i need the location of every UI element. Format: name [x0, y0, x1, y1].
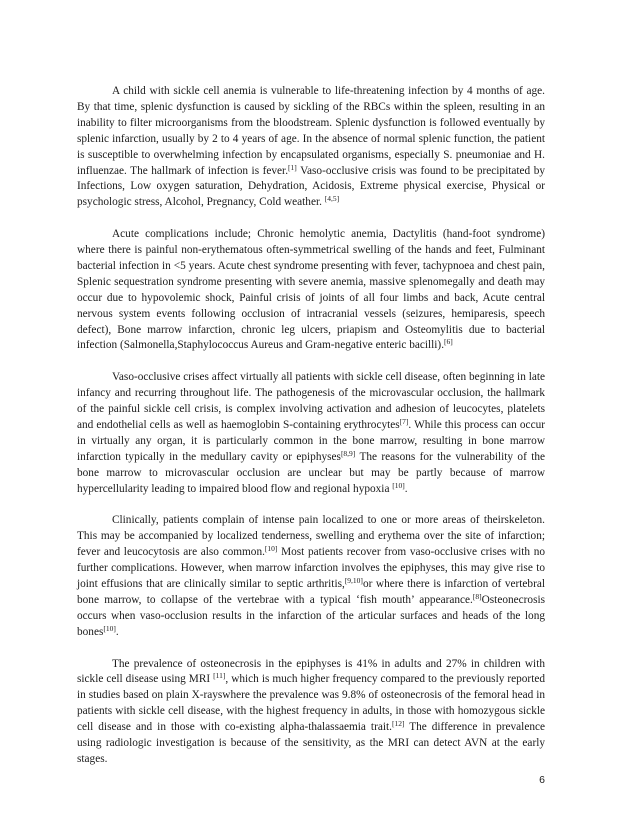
citation: [4,5]: [324, 194, 340, 204]
citation: [6]: [444, 337, 453, 347]
citation: [7]: [399, 417, 409, 426]
citation: [8]: [472, 591, 482, 601]
page-number: 6: [539, 774, 545, 786]
citation: [9,10]: [344, 576, 363, 586]
paragraph-vaso-occlusive-crises: Vaso-occlusive crises affect virtually all patients with sickle cell disease, often beginning in late infancy and recurring throughout life. The pathogenesis of the microvascular occlusion, the hallmark of the painful sickle cell crisis, is complex involving activation and adhesion of leucocytes, platelets and endothelial cells as well as haemoglobin S-containing erythrocytes[7]. While this process can occur in virtually any organ, it is particularly common in the bone marrow, resulting in bone marrow infarction typically in the medullary cavity or epiphyses[8,9] The reasons for the vulnerability of the bone marrow to microvascular occlusion are unclear but may be partly because of marrow hypercellularity leading to impaired blood flow and regional hypoxia [10].: [77, 371, 545, 495]
paragraph-splenic-dysfunction: A child with sickle cell anemia is vulnerable to life-threatening infection by 4 months of age. By that time, splenic dysfunction is caused by sickling of the RBCs within the spleen, resulting in an inability to filter microorganisms from the bloodstream. Splenic dysfunction is followed eventually by splenic infarction, usually by 2 to 4 years of age. In the absence of normal splenic function, the patient is susceptible to overwhelming infection by encapsulated organisms, especially S. pneumoniae and H. influenzae. The hallmark of infection is fever.[1] Vaso-occlusive crisis was found to be precipitated by Infections, Low oxygen saturation, Dehydration, Acidosis, Extreme physical exercise, Physical or psychologic stress, Alcohol, Pregnancy, Cold weather. [4,5]: [77, 85, 545, 209]
paragraph-osteonecrosis-prevalence: The prevalence of osteonecrosis in the epiphyses is 41% in adults and 27% in children with sickle cell disease using MRI [11], which is much higher frequency compared to the previously reported in studies based on plain X-rayswhere the prevalence was 9.8% of osteonecrosis of the femoral head in patients with sickle cell disease, with the highest frequency in adults, in those with homozygous sickle cell disease and in those with co-existing alpha-thalassaemia trait.[12] The difference in prevalence using radiologic investigation is because of the sensitivity, as the MRI can detect AVN at the early stages.: [77, 657, 546, 765]
citation: [12]: [391, 719, 405, 729]
paragraph-clinical-presentation: Clinically, patients complain of intense pain localized to one or more areas of theirskeleton. This may be accompanied by localized tenderness, swelling and erythema over the site of infarction; fever and leucocytosis are also common.[10] Most patients recover from vaso-occlusive crises with no further complications. However, when marrow infarction involves the epiphyses, this may give rise to joint effusions that are clinically similar to septic arthritis,[9,10]or where there is infarction of vertebral bone marrow, to collapse of the vertebrae with a typical ‘fish mouth’ appearance.[8]Osteonecrosis occurs when vaso-occlusion results in the infarction of the articular surfaces and heads of the long bones[10].: [77, 514, 545, 638]
citation: [1]: [288, 162, 297, 172]
paragraph-acute-complications: Acute complications include; Chronic hemolytic anemia, Dactylitis (hand-foot syndrome) where there is painful non-erythematous often-symmetrical swelling of the hands and feet, Fulminant bacterial infection in <5 years. Acute chest syndrome presenting with fever, tachypnoea and chest pain, Splenic sequestration syndrome presenting with severe anemia, massive splenomegally and death may occur due to hypovolemic shock, Painful crisis of joints of all four limbs and back, Acute central nervous system events following occlusion of intracranial vessels (seizures, hemiparesis, speech defect), Bone marrow infarction, chronic leg ulcers, priapism and Osteomylitis due to bacterial infection (Salmonella,Staphylococcus Aureus and Gram-negative enteric bacilli).[6]: [77, 228, 545, 352]
citation: [10]: [103, 623, 116, 633]
body-text: [77, 84, 545, 768]
citation: [10]: [392, 480, 405, 490]
citation: [11]: [213, 671, 226, 681]
citation: [8,9]: [340, 448, 356, 458]
citation: [10]: [264, 544, 278, 554]
